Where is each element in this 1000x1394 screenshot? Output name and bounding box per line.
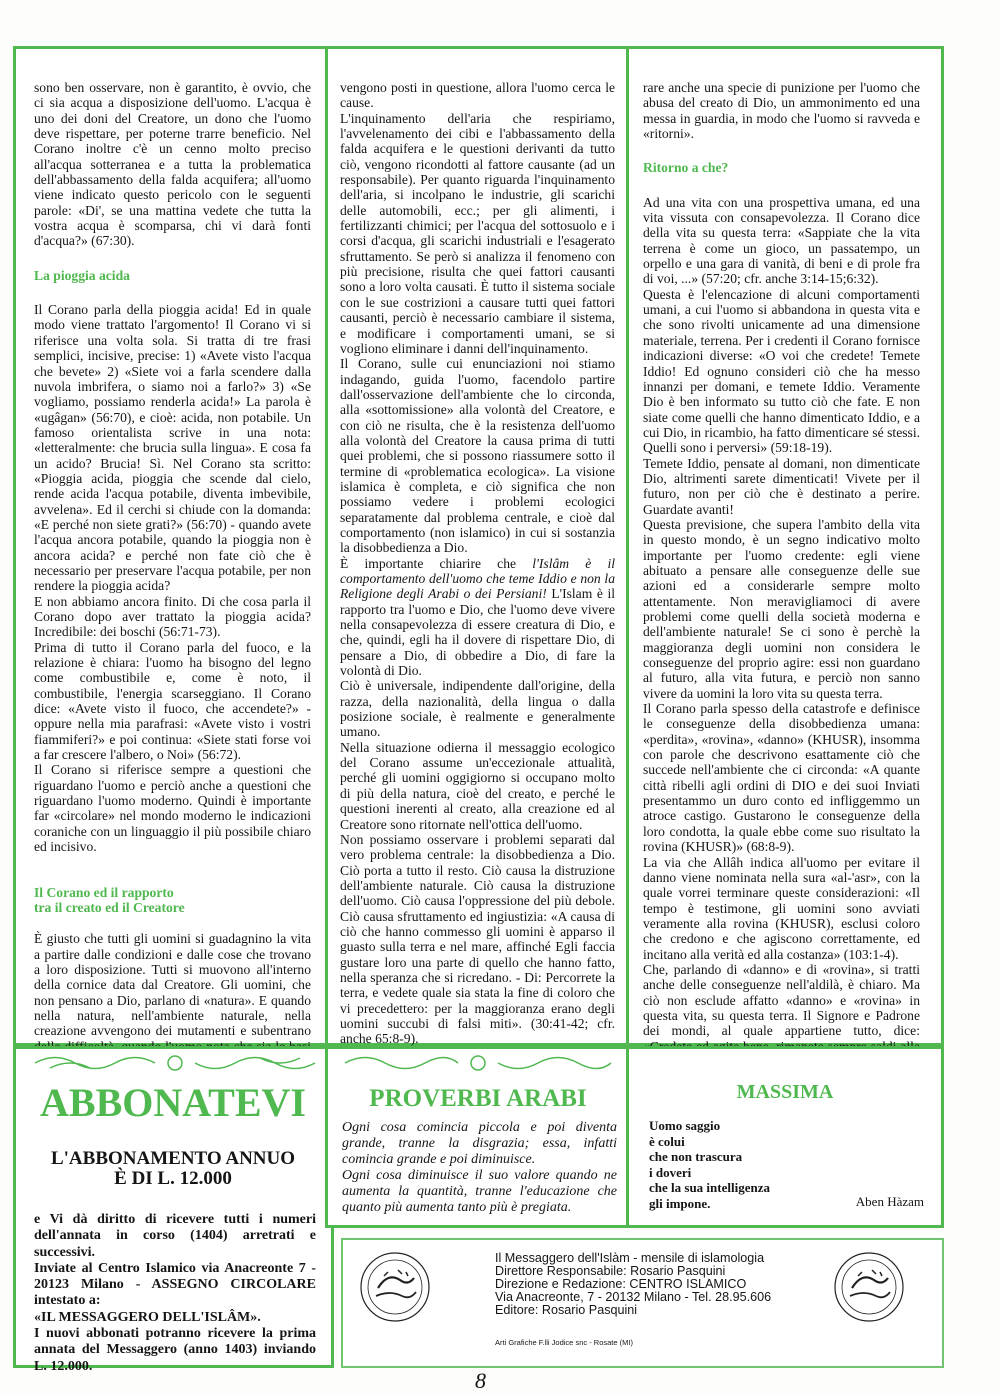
maxim-author: Aben Hàzam <box>855 1194 924 1209</box>
article-column-3 <box>643 80 920 1040</box>
masthead-line: Direzione e Redazione: CENTRO ISLAMICO <box>495 1276 747 1291</box>
section-heading-line: Il Corano ed il rapporto <box>34 884 174 900</box>
subscription-text: Inviate al Centro Islamico via Anacreonte 7 - 20123 Milano - ASSEGNO CIRCOLARE intestato a: <box>34 1260 316 1309</box>
paragraph: Il Corano si riferisce sempre a questioni che riguardano l'uomo e perciò anche a questioni che riguardano l'uomo moderno. Quindi è importante far «circolare» nel mondo moderno le indicazioni coraniche con un linguaggio il più possibile chiaro ed incisivo. <box>34 762 311 855</box>
subscription-text: I nuovi abbonati potranno ricevere la prima annata del Messaggero (anno 1403) inviando L. 12.000. <box>34 1326 316 1374</box>
emphasis-text: l'Islâm è il comportamento dell'uomo che teme Iddio e non la Religione degli Arabi o dei Persiani! <box>340 555 615 602</box>
proverb: Ogni cosa comincia piccola e poi diventa grande, tranne la disgrazia; essa, infatti comincia grande e poi diminuisce. <box>342 1120 617 1167</box>
masthead-line: Editore: Rosario Pasquini <box>495 1302 638 1317</box>
paragraph: sono ben osservare, non è garantito, è ovvio, che ci sia acqua a disposizione dell'uomo. L'acqua è uno dei doni del Creatore, un dono che l'uomo deve rispettare, per poterne trarre beneficio. Nel Corano inoltre c'è un cenno molto preciso all'acqua sotterranea e a tutta la problematica dell'abbassamento della falda acquifera; all'uomo viene indicato questo pericolo con le seguenti parole: «Di', se una mattina vedete che tutta la vostra acqua è scomparsa, chi vi darà fonti d'acqua?» (67:30). <box>34 80 311 249</box>
maxim-line: che la sua intelligenza <box>649 1180 770 1196</box>
paragraph: Che, parlando di «danno» e di «rovina», si tratti anche delle conseguenze nell'aldilà, è chiaro. Ma ciò non esclude affatto «danno» e «rovina» in questa vita, su questa terra. Il Signore e Padrone dei mondi, al quale appartiene tutto, dice: <box>643 961 920 1039</box>
maxim-line: è colui <box>649 1133 685 1149</box>
text-run: È importante chiarire che <box>340 555 533 571</box>
maxim-line: gli impone. <box>649 1195 711 1211</box>
ornament-divider <box>30 1050 320 1076</box>
paragraph: Questa è l'elencazione di alcuni comportamenti umani, a cui l'uomo si abbandona in questa vita e che sono rivolti unicamente ad una dimensione materiale, terrena. Per i credenti il Corano fornisce indicazioni diverse: «O voi che credete! Temete Iddio! Ed ognuno consideri ciò che ha messo innanzi per domani, e temete Iddio. Veramente Dio è ben informato su tutto ciò che fate. E non siate come quelli che hanno dimenticato Iddio, e a cui Dio, in ricambio, ha fatto dimenticare sé stessi. Quelli sono i perversi» (59:18-19). <box>643 286 920 456</box>
masthead-line: Direttore Responsabile: Rosario Pasquini <box>495 1263 726 1278</box>
paragraph: Non possiamo osservare i problemi separati dal vero problema centrale: la disobbedienza a Dio. Ciò porta a tutto il resto. Ciò causa la distruzione dell'ambiente naturale. Ciò causa la distruzione dell'uomo. Ciò causa l'oppressione del più debole. Ciò causa sfruttamento ed ingiustizia: «A causa di ciò che hanno commesso gli uomini è apparso il guasto sulla terra e nel mare, affinché Egli faccia gustare loro una parte di quello che hanno fatto, nella speranza che si ricredano. - Di: Percorrete la terra, e vedete quale sia stata la fine di coloro che vi precedettero: per la maggioranza erano degli uomini succubi di falsi miti». (30:41-42; cfr. anche 65:8-9). <box>340 831 615 1047</box>
paragraph: E non abbiamo ancora finito. Di che cosa parla il Corano dopo aver trattato la pioggia acida? Incredibile: dei boschi (56:71-73). <box>34 593 311 640</box>
paragraph: Il Corano parla della pioggia acida! Ed in quale modo viene trattato l'argomento! Il Corano vi si riferisce una volta sola. Si tratta di tre frasi semplici, incisive, precise: 1) «Avete visto l'acqua che bevete» 2) «Siete voi a farla scendere dalla nuvola imbrifera, o siamo noi a farlo?» 3) «Se vogliamo, possiamo renderla acida!» La parola è «ugâgan» (56:70), e cioè: acida, non potabile. Un famoso orientalista scrive in una nota: «letteralmente: che brucia sulla lingua». E cosa fa un acido? Brucia! Sì. Nel Corano sta scritto: «Pioggia acida, pioggia che scende dal cielo, rende acida l'acqua potabile, diventa imbevibile, avvelena». Ed il cerchi si chiude con la domanda: «E perché non siete grati?» (56:70) - quando avete l'acqua ancora potabile, quando la pioggia non è ancora acida? e perché non fate ciò che è necessario per preservare l'acqua potabile, per non rendere la pioggia acida? <box>34 302 311 594</box>
article-column-2 <box>340 80 615 1047</box>
paragraph: Prima di tutto il Corano parla del fuoco, e la relazione è chiara: l'uomo ha bisogno del legno come combustibile e, come è noto, il combustibile, l'energia scarseggiano. Il Corano dice: «Avete visto il fuoco, che accendete?» - oppure nella mia parafrasi: «Avete visto i vostri fiammiferi?» e poi continua: «Siete stati forse voi a far crescere l'albero, o Noi» (56:72). <box>34 639 311 763</box>
maxim-line: Uomo saggio <box>649 1118 721 1133</box>
section-heading-line: tra il creato ed il Creatore <box>34 899 185 915</box>
paragraph: Ciò è universale, indipendente dall'origine, della razza, della nazionalità, della lingua o dalla posizione sociale, è realmente e generalmente umano. <box>340 678 615 740</box>
subscription-price-line: È DI L. 12.000 <box>114 1168 232 1189</box>
article-column-1 <box>34 80 311 1040</box>
paragraph: Il Corano, sulle cui enunciazioni noi stiamo indagando, guida l'uomo, facendolo partire dall'osservazione dell'ambiente che lo circonda, alla «sottomissione» alla volontà del Creatore, e con ciò ne risulta, che è la resistenza dell'uomo alla volontà del Creatore la causa prima di tutti quei problemi, che si possono riassumere sotto il termine di «problematica ecologica». La visione islamica è completa, e ciò significa che non possiamo vedere i problemi ecologici separatamente dal problema centrale, e cioè dal comportamento (non islamico) in cui si sostanzia la disobbedienza a Dio. <box>340 356 615 556</box>
paragraph: Ad una vita con una prospettiva umana, ed una vita vissuta con consapevolezza. Il Corano dice della vita su questa terra: «Sappiate che la vita terrena è come un gioco, un passatempo, un orpello e una gara di vanità, di beni e di prole fra di voi, ...» (57:20; cfr. anche 3:14-15;6:32). <box>643 194 920 287</box>
paragraph: vengono posti in questione, allora l'uomo cerca le cause. <box>340 80 615 111</box>
paragraph: rare anche una specie di punizione per l'uomo che abusa del creato di Dio, un ammonimento ed una messa in guardia, in modo che l'uomo si ravveda e «ritorni». <box>643 80 920 142</box>
centro-islamico-seal-icon <box>358 1250 432 1324</box>
subscription-price-line: L'ABBONAMENTO ANNUO <box>50 1148 296 1169</box>
section-heading: Ritorno a che? <box>643 160 729 176</box>
massima-title: MASSIMA <box>736 1081 834 1103</box>
paragraph: Temete Iddio, pensate al domani, non dimenticate Dio, altrimenti sarete dimenticati! Vivete per il futuro, non per ciò che è destinato a perire. Guardate avanti! <box>643 455 920 517</box>
subscription-details <box>34 1212 316 1375</box>
paragraph: Nella situazione odierna il messaggio ecologico del Corano assume un'eccezionale attualità, perché gli uomini oggigiorno si occupano molto di più della natura, cioè del creato, e perché le questioni inerenti al creato, alla creazione ed al Creatore sono ritornate nell'ottica dell'uomo. <box>340 739 615 832</box>
section-heading: La pioggia acida <box>34 267 130 283</box>
paragraph: L'inquinamento dell'aria che respiriamo, l'avvelenamento dei cibi e l'abbassamento della falda acquifera e le questioni derivanti da tutto ciò, vengono ricondotti al fattore causante (ad un responsabile). Per quanto riguarda l'inquinamento dell'aria, si incolpano le industrie, gli scarichi delle automobili, ecc.; per gli alimenti, i fertilizzanti chimici; per l'acqua del sottosuolo e i corsi d'acqua, gli scarichi industriali e l'esagerato sfruttamento. Se però si analizza il fenomeno con più precisione, risulta che quei fattori causanti sono a loro volta causati. È tutto il sistema sociale con le sue costrizioni a causare tutti quei fattori causanti, perciò è necessario cambiare il sistema, e modificare i comportamenti umani, se si vogliono eliminare i danni dell'inquinamento. <box>340 110 615 356</box>
paragraph: La via che Allâh indica all'uomo per evitare il danno viene nominata nella sura «al-'asr», con la quale vorrei terminare queste considerazioni: «Il tempo è testimone, gli uomini sono avviati veramente alla rovina (KHUSR), esclusi coloro che credono e che agiscono correttamente, ed incitano alla verità ed alla costanza» (103:1-4). <box>643 854 920 962</box>
masthead-line: Via Anacreonte, 7 - 20132 Milano - Tel. 28.95.606 <box>495 1289 772 1304</box>
subscription-recipient: «IL MESSAGGERO DELL'ISLÂM». <box>34 1309 261 1325</box>
paragraph <box>340 556 615 679</box>
printer-credit: Arti Grafiche F.lli Jodice snc - Rosate (MI) <box>495 1338 633 1347</box>
paragraph: Questa previsione, che supera l'ambito della vita in questo mondo, è un segno indicativo molto importante per l'uomo credente: egli viene abituato a pensare alle conseguenze delle sue azioni ed a considerarle sempre molto attentamente. Non meravigliamoci di avere problemi come quelli della società moderna e dell'ambiente naturale! Se ci sono è perchè la maggioranza degli uomini non considera le conseguenze del proprio agire: essi non guardano al futuro, alla vita futura, e perciò non sanno vivere da uomini la loro vita su questa terra. <box>643 516 920 701</box>
abbonatevi-title: ABBONATEVI <box>40 1080 306 1125</box>
text-run: L'Islam è il rapporto tra l'uomo e Dio, che l'uomo deve vivere nella consapevolezza di essere creatura di Dio, e che, quindi, egli ha il dovere di rispettare Dio, di pensare a Dio, di obbedire a Dio, di fare la volontà di Dio. <box>340 586 615 679</box>
centro-islamico-seal-icon <box>832 1250 906 1324</box>
paragraph: È giusto che tutti gli uomini si guadagnino la vita a partire dalle condizioni e dalle cose che trovano a loro disposizione. Tutti si muovono all'interno della cornice data dal Creatore. Gli uomini, che non pensano a Dio, parlano di «natura». E quando nella natura, nell'ambiente naturale, nella creazione avvengono dei mutamenti e subentrano <box>34 931 311 1039</box>
masthead-line: Il Messaggero dell'Islàm - mensile di islamologia <box>495 1251 765 1265</box>
masthead-info <box>495 1252 815 1317</box>
proverbi-title: PROVERBI ARABI <box>369 1085 587 1112</box>
ornament-divider <box>340 1050 616 1076</box>
subscription-text: e Vi dà diritto di ricevere tutti i numeri dell'annata in corso (1404) arretrati e successivi. <box>34 1212 316 1260</box>
paragraph: Il Corano parla spesso della catastrofe e definisce le conseguenze della disobbedienza umana: «perdita», «rovina», «danno» (KHUSR), insomma con parole che descrivono esattamente ciò che succede nell'ambiente che ci circonda: «A quante città ribelli agli ordini di DIO e dei suoi Inviati presentammo un duro conto ed infliggemmo un atroce castigo. Gustarono le conseguenze della loro condotta, la quale ebbe come suo risultato la rovina (KHUSR)» (68:8-9). <box>643 701 920 855</box>
maxim-line: che non trascura <box>649 1149 743 1165</box>
maxim-line: i doveri <box>649 1164 692 1180</box>
proverb: Ogni cosa diminuisce il suo valore quando ne aumenta la quantità, tranne l'educazione che quanto più aumenta tanto più è pregiata. <box>342 1168 617 1215</box>
page-number: 8 <box>475 1368 486 1393</box>
section-heading <box>34 885 311 916</box>
proverbs-text <box>342 1120 617 1216</box>
maxim-text <box>649 1118 849 1212</box>
